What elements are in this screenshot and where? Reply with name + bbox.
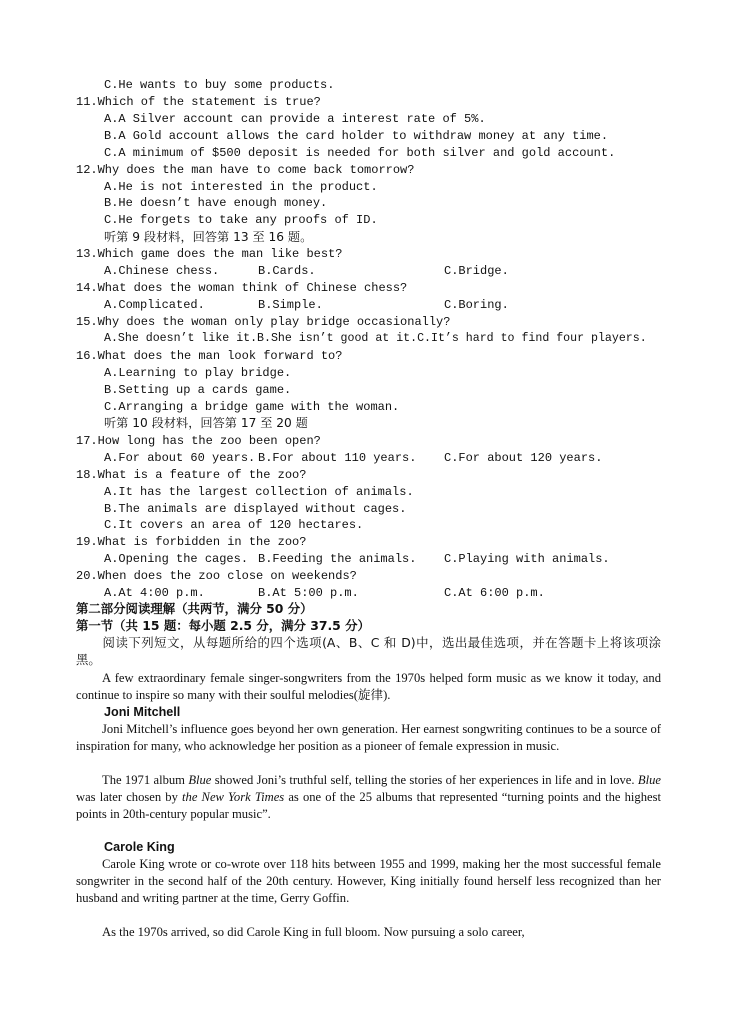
part-two-title: 第二部分阅读理解（共两节，满分 50 分）	[76, 601, 313, 616]
q12-option-b: B.He doesn’t have enough money.	[104, 196, 328, 210]
section-9-instruction: 听第 9 段材料，回答第 13 至 16 题。	[104, 230, 313, 244]
q11-option-b: B.A Gold account allows the card holder to withdraw money at any time.	[104, 129, 609, 143]
q19-question: 19.What is forbidden in the zoo?	[76, 535, 307, 549]
q12-option-a: A.He is not interested in the product.	[104, 180, 378, 194]
q11-question: 11.Which of the statement is true?	[76, 95, 321, 109]
q18-option-a: A.It has the largest collection of animals.	[104, 485, 414, 499]
q15-question: 15.Why does the woman only play bridge occasionally?	[76, 315, 451, 329]
q19-option-b: B.Feeding the animals.	[258, 552, 417, 566]
q10-option-c: C.He wants to buy some products.	[104, 78, 335, 92]
q16-option-c: C.Arranging a bridge game with the woman.	[104, 400, 400, 414]
q20-option-a: A.At 4:00 p.m.	[104, 586, 205, 600]
album-title-blue: Blue	[188, 773, 212, 787]
q17-option-a: A.For about 60 years.	[104, 451, 256, 465]
section-one-title: 第一节（共 15 题：每小题 2.5 分，满分 37.5 分）	[76, 618, 370, 633]
q18-option-c: C.It covers an area of 120 hectares.	[104, 518, 364, 532]
passage-intro: A few extraordinary female singer-songwriters from the 1970s helped form music as we know it today, and continue to inspire so many with their soulful melodies(旋律).	[76, 671, 661, 702]
section-10-instruction: 听第 10 段材料，回答第 17 至 20 题	[104, 416, 308, 430]
q11-option-a: A.A Silver account can provide a interest rate of 5%.	[104, 112, 486, 126]
q19-option-c: C.Playing with animals.	[444, 552, 610, 566]
q16-option-a: A.Learning to play bridge.	[104, 366, 292, 380]
q11-option-c: C.A minimum of $500 deposit is needed for both silver and gold account.	[104, 146, 616, 160]
q13-option-c: C.Bridge.	[444, 264, 509, 278]
q15-options: A.She doesn’t like it.B.She isn’t good at it.C.It’s hard to find four players.	[104, 332, 647, 345]
q16-question: 16.What does the man look forward to?	[76, 349, 343, 363]
q13-option-a: A.Chinese chess.	[104, 264, 220, 278]
q17-option-b: B.For about 110 years.	[258, 451, 417, 465]
joni-paragraph-1: Joni Mitchell’s influence goes beyond her own generation. Her earnest songwriting continues to be a source of inspiration for many, who acknowledge her position as a pioneer of female expression in music.	[76, 722, 661, 753]
newspaper-title: the New York Times	[182, 790, 285, 804]
carole-paragraph-2: As the 1970s arrived, so did Carole King in full bloom. Now pursuing a solo career,	[102, 925, 525, 939]
joni-paragraph-2: The 1971 album Blue showed Joni’s truthful self, telling the stories of her experiences in life and in love. Blue was later chosen by the New York Times as one of the 25 albums that represented “turning points and the highest points in 20th-century popular music”.	[76, 773, 661, 821]
q20-question: 20.When does the zoo close on weekends?	[76, 569, 357, 583]
q14-option-a: A.Complicated.	[104, 298, 205, 312]
q12-question: 12.Why does the man have to come back tomorrow?	[76, 163, 415, 177]
album-title-blue: Blue	[637, 773, 661, 787]
q16-option-b: B.Setting up a cards game.	[104, 383, 292, 397]
q17-question: 17.How long has the zoo been open?	[76, 434, 321, 448]
q14-option-c: C.Boring.	[444, 298, 509, 312]
q20-option-c: C.At 6:00 p.m.	[444, 586, 545, 600]
q12-option-c: C.He forgets to take any proofs of ID.	[104, 213, 378, 227]
heading-joni-mitchell: Joni Mitchell	[104, 705, 181, 719]
q14-option-b: B.Simple.	[258, 298, 323, 312]
q18-option-b: B.The animals are displayed without cages.	[104, 502, 407, 516]
q20-option-b: B.At 5:00 p.m.	[258, 586, 359, 600]
q18-question: 18.What is a feature of the zoo?	[76, 468, 307, 482]
reading-instructions: 阅读下列短文，从每题所给的四个选项(A、B、C 和 D)中，选出最佳选项，并在答题卡上将该项涂黑。	[76, 635, 661, 667]
q17-option-c: C.For about 120 years.	[444, 451, 603, 465]
q14-question: 14.What does the woman think of Chinese chess?	[76, 281, 408, 295]
carole-paragraph-1: Carole King wrote or co-wrote over 118 hits between 1955 and 1999, making her the most successful female songwriter in the second half of the 20th century. However, King initially found herself less recognized than her husband and writing partner at the time, Gerry Goffin.	[76, 857, 661, 905]
heading-carole-king: Carole King	[104, 840, 175, 854]
q19-option-a: A.Opening the cages.	[104, 552, 249, 566]
q13-question: 13.Which game does the man like best?	[76, 247, 343, 261]
q13-option-b: B.Cards.	[258, 264, 316, 278]
